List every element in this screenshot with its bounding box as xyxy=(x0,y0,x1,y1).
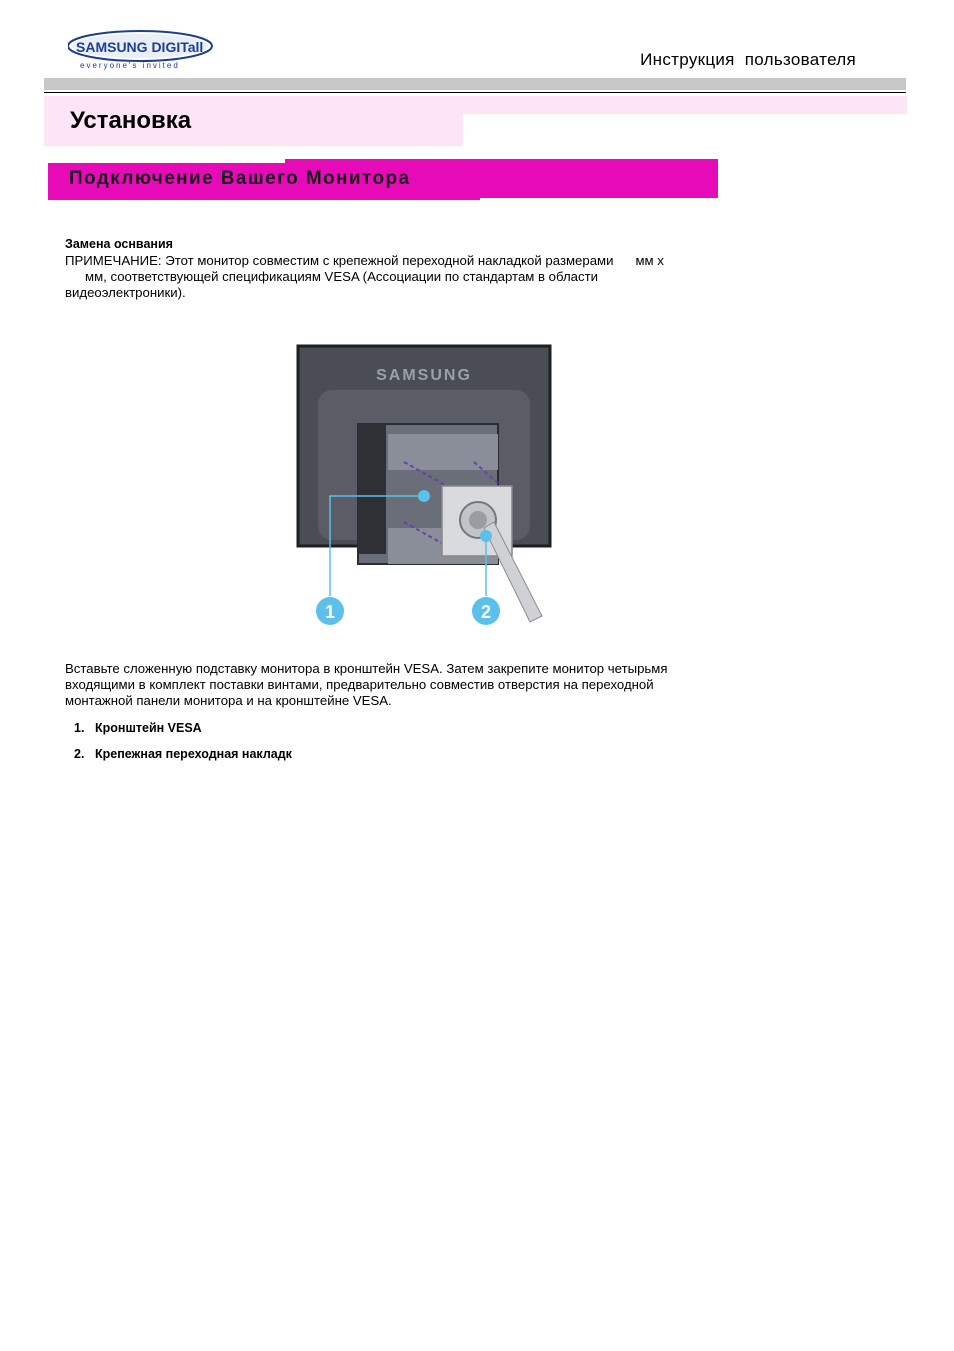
section-band-extension xyxy=(463,96,907,114)
header-gray-bar xyxy=(44,78,906,90)
plate-hub xyxy=(469,511,487,529)
list-item: Крепежная переходная накладк xyxy=(95,747,292,761)
note-line: ПРИМЕЧАНИЕ: Этот монитор совместим с крепежной переходной накладкой размерами мм x xyxy=(65,253,664,268)
logo-tagline-text: everyone's invited xyxy=(80,61,180,70)
content-heading: Замена оснвания xyxy=(65,237,173,251)
callout-dot-2 xyxy=(480,530,492,542)
instruction-line: входящими в комплект поставки винтами, предварительно совместив отверстия на переходной xyxy=(65,677,654,692)
instruction-line: монтажной панели монитора и на кронштейне VESA. xyxy=(65,693,392,708)
document-title: Инструкция пользователя xyxy=(640,50,856,69)
callout-dot-1 xyxy=(418,490,430,502)
bracket-side xyxy=(358,424,386,554)
list-item-number: 2. xyxy=(74,747,85,761)
list-item-number: 1. xyxy=(74,721,85,735)
list-item: Кронштейн VESA xyxy=(95,721,202,735)
section-title: Установка xyxy=(70,107,192,134)
vesa-mount-figure xyxy=(296,344,552,630)
header-divider xyxy=(44,92,906,93)
subsection-bar-notch xyxy=(48,159,285,163)
instruction-line: Вставьте сложенную подставку монитора в кронштейн VESA. Затем закрепите монитор четырьмя xyxy=(65,661,668,676)
bracket-plate xyxy=(388,434,498,470)
logo-brand-text: SAMSUNG DIGITall xyxy=(76,39,204,55)
callout-number-1: 1 xyxy=(324,602,336,622)
note-line: видеоэлектроники). xyxy=(65,285,186,300)
subsection-bar-underline xyxy=(48,198,480,200)
samsung-digitall-logo xyxy=(68,28,218,74)
note-line: мм, соответствующей спецификациям VESA (Ассоциации по стандартам в области xyxy=(85,269,599,284)
monitor-brand-text: SAMSUNG xyxy=(376,367,472,384)
callout-number-2: 2 xyxy=(480,602,492,622)
subsection-title: Подключение Вашего Монитора xyxy=(69,168,411,189)
